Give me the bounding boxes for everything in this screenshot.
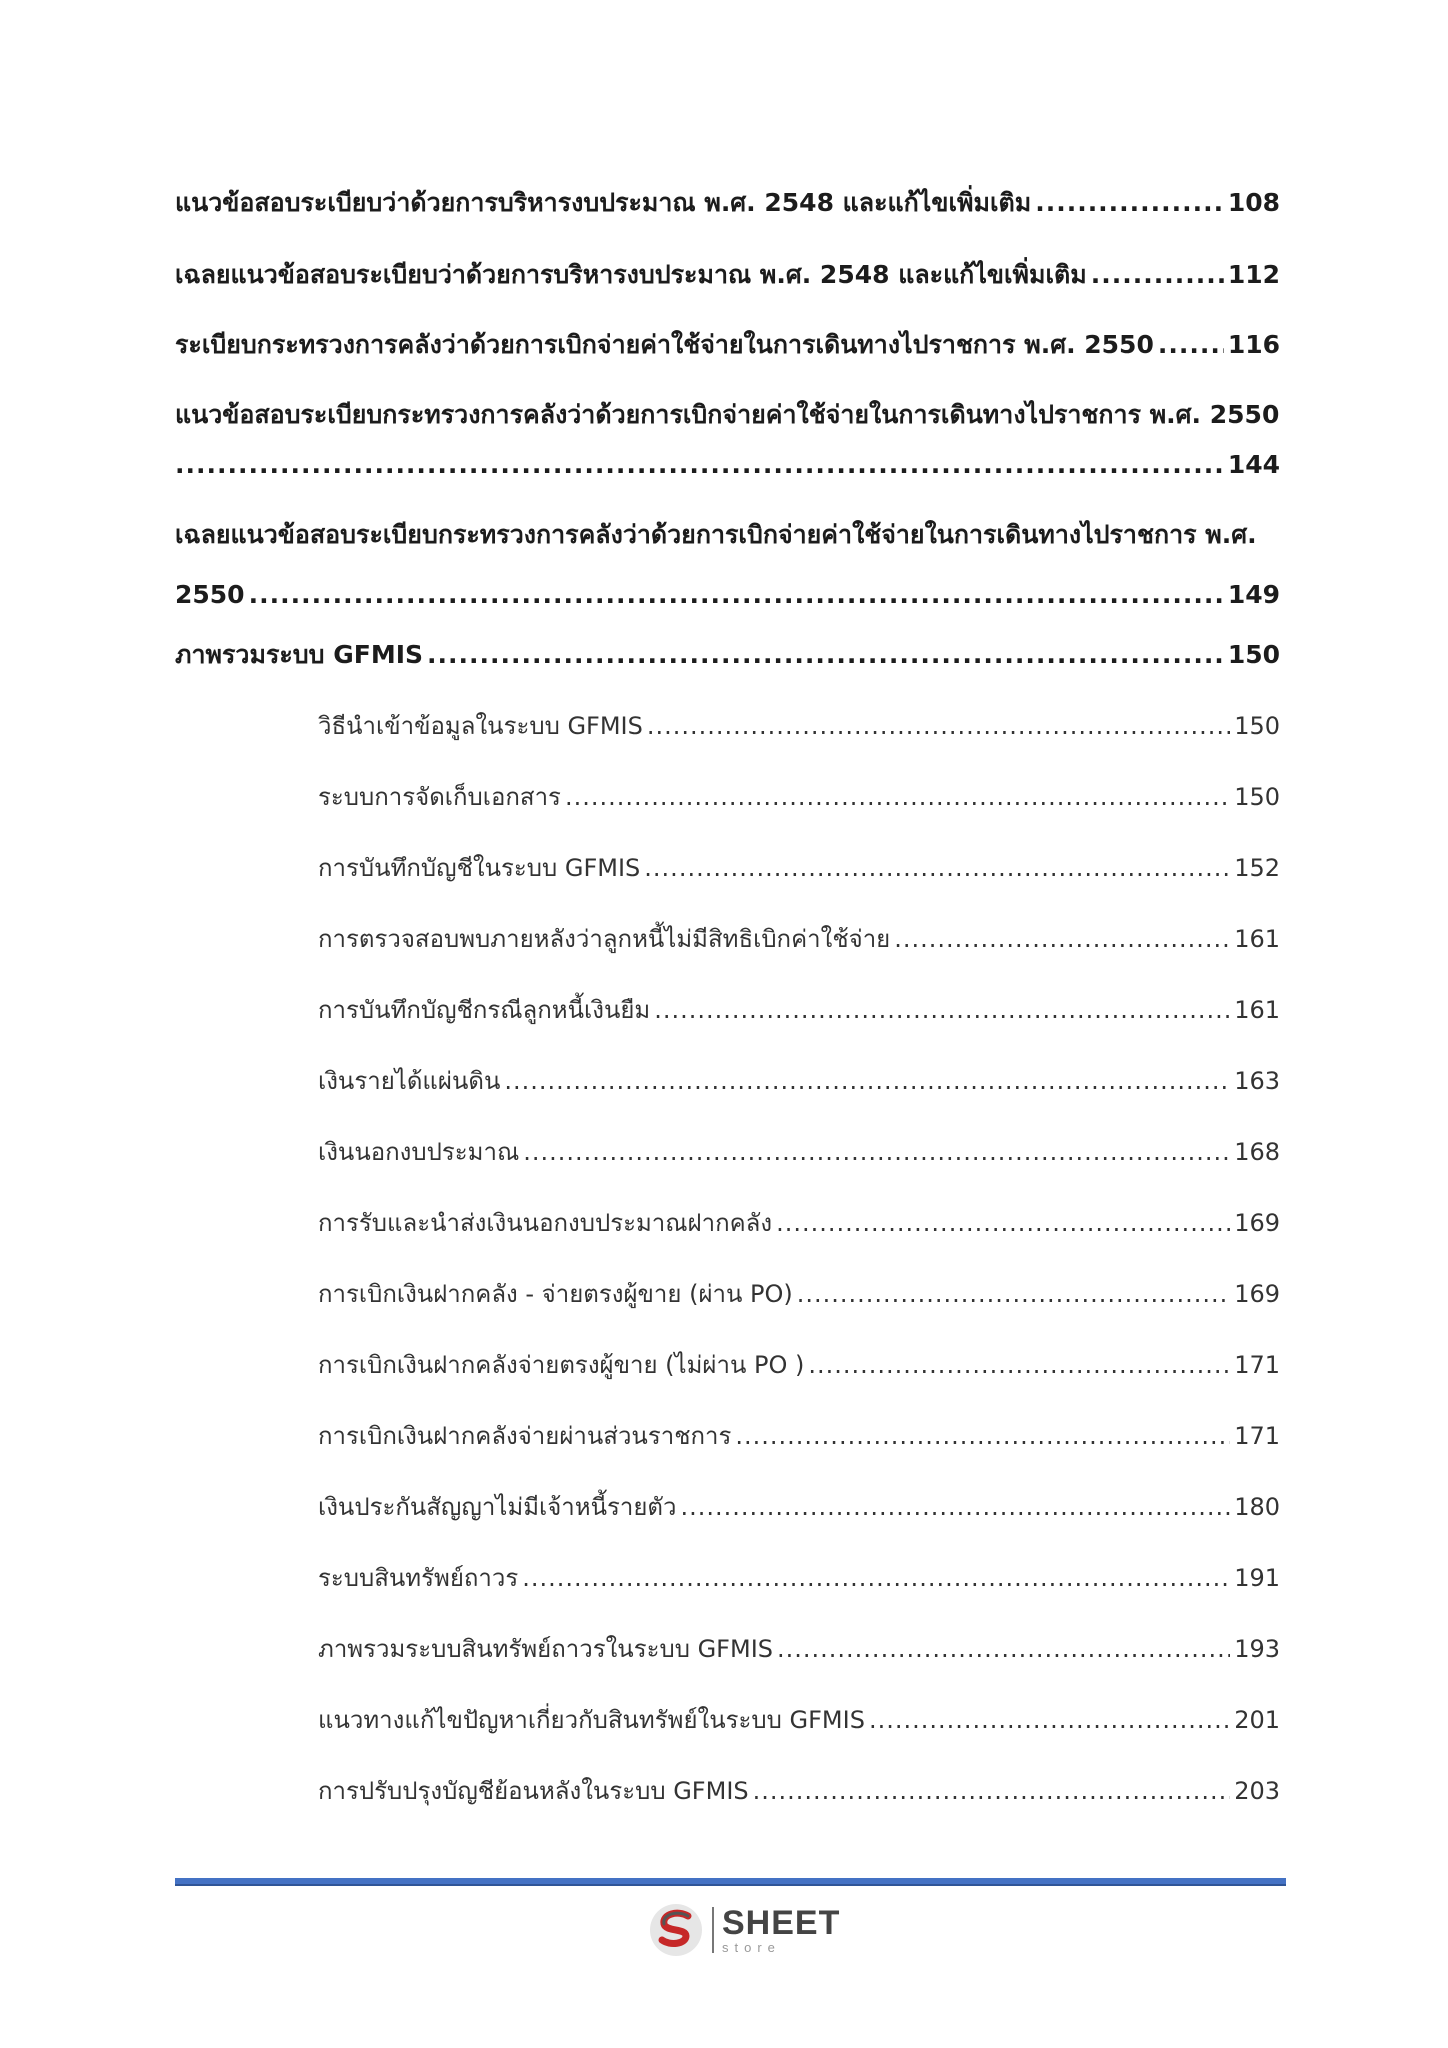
toc-entry-page: 169	[1234, 1280, 1280, 1308]
toc-entry-page: 149	[1227, 580, 1280, 609]
toc-entry-page: 203	[1234, 1777, 1280, 1805]
dot-leader	[1035, 185, 1224, 221]
toc-subentry[interactable]	[318, 1205, 1280, 1241]
dot-leader	[427, 637, 1224, 673]
toc-entry-title: ระบบการจัดเก็บเอกสาร	[318, 783, 561, 811]
toc-entry-page: 144	[1227, 450, 1280, 479]
toc-entry-title: ภาพรวมระบบ GFMIS	[175, 640, 424, 669]
dot-leader	[680, 1489, 1230, 1525]
dot-leader	[797, 1276, 1230, 1312]
toc-entry-page: 152	[1234, 854, 1280, 882]
toc-entry-page: 161	[1234, 996, 1280, 1024]
toc-entry-title-cont: 2550	[175, 580, 245, 609]
toc-entry-title: แนวทางแก้ไขปัญหาเกี่ยวกับสินทรัพย์ในระบบ GFMIS	[318, 1706, 865, 1734]
dot-leader	[523, 1134, 1230, 1170]
toc-entry-title: การเบิกเงินฝากคลัง - จ่ายตรงผู้ขาย (ผ่าน PO)	[318, 1280, 793, 1308]
dot-leader	[175, 447, 1224, 483]
logo-separator	[712, 1907, 714, 1953]
dot-leader	[644, 850, 1230, 886]
toc-subentry[interactable]	[318, 1773, 1280, 1809]
dot-leader	[776, 1205, 1230, 1241]
dot-leader	[647, 708, 1230, 744]
toc-subentry[interactable]	[318, 1347, 1280, 1383]
toc-entry-title: การตรวจสอบพบภายหลังว่าลูกหนี้ไม่มีสิทธิเบิกค่าใช้จ่าย	[318, 925, 891, 953]
toc-entry-title: การบันทึกบัญชีกรณีลูกหนี้เงินยืม	[318, 996, 651, 1024]
toc-subentry[interactable]	[318, 1134, 1280, 1170]
toc-entry-page: 150	[1227, 640, 1280, 669]
toc-entry-travel-regulation[interactable]	[175, 327, 1280, 363]
toc-entry-page: 180	[1234, 1493, 1280, 1521]
dot-leader	[565, 779, 1230, 815]
toc-subentry[interactable]	[318, 1631, 1280, 1667]
logo-text	[722, 1906, 840, 1954]
dot-leader	[735, 1418, 1230, 1454]
sheet-store-logo	[648, 1900, 848, 1960]
toc-entry-page: 169	[1234, 1209, 1280, 1237]
toc-entry-page: 150	[1234, 783, 1280, 811]
toc-subentry[interactable]	[318, 1063, 1280, 1099]
toc-subentry[interactable]	[318, 1276, 1280, 1312]
toc-entry-title: เงินรายได้แผ่นดิน	[318, 1067, 501, 1095]
toc-entry-title: เงินประกันสัญญาไม่มีเจ้าหนี้รายตัว	[318, 1493, 677, 1521]
toc-entry-gfmis-overview[interactable]	[175, 637, 1280, 673]
dot-leader	[894, 921, 1230, 957]
toc-subentry[interactable]	[318, 779, 1280, 815]
s-logo-icon	[648, 1902, 704, 1958]
toc-subentry[interactable]	[318, 850, 1280, 886]
dot-leader	[808, 1347, 1230, 1383]
toc-entry-title: แนวข้อสอบระเบียบว่าด้วยการบริหารงบประมาณ พ.ศ. 2548 และแก้ไขเพิ่มเติม	[175, 188, 1032, 217]
toc-entry-title: การเบิกเงินฝากคลังจ่ายตรงผู้ขาย (ไม่ผ่าน PO )	[318, 1351, 805, 1379]
toc-entry-page: 171	[1234, 1422, 1280, 1450]
toc-subentry[interactable]	[318, 1418, 1280, 1454]
toc-entry-title: เฉลยแนวข้อสอบระเบียบว่าด้วยการบริหารงบประมาณ พ.ศ. 2548 และแก้ไขเพิ่มเติม	[175, 260, 1087, 289]
toc-entry-title: ภาพรวมระบบสินทรัพย์ถาวรในระบบ GFMIS	[318, 1635, 774, 1663]
dot-leader	[522, 1560, 1230, 1596]
toc-entry-title: ระเบียบกระทรวงการคลังว่าด้วยการเบิกจ่ายค่าใช้จ่ายในการเดินทางไปราชการ พ.ศ. 2550	[175, 330, 1154, 359]
toc-entry-page: 163	[1234, 1067, 1280, 1095]
dot-leader	[1158, 327, 1224, 363]
dot-leader	[753, 1773, 1231, 1809]
toc-entry-title: เฉลยแนวข้อสอบระเบียบกระทรวงการคลังว่าด้วยการเบิกจ่ายค่าใช้จ่ายในการเดินทางไปราชการ พ.ศ.	[175, 520, 1257, 549]
toc-subentry[interactable]	[318, 1489, 1280, 1525]
toc-entry-title: วิธีนำเข้าข้อมูลในระบบ GFMIS	[318, 712, 643, 740]
toc-entry-title: การเบิกเงินฝากคลังจ่ายผ่านส่วนราชการ	[318, 1422, 732, 1450]
toc-entry-page: 171	[1234, 1351, 1280, 1379]
toc-entry-page: 193	[1234, 1635, 1280, 1663]
toc-entry-title: แนวข้อสอบระเบียบกระทรวงการคลังว่าด้วยการเบิกจ่ายค่าใช้จ่ายในการเดินทางไปราชการ พ.ศ. 2550	[175, 400, 1280, 429]
toc-entry-title: การบันทึกบัญชีในระบบ GFMIS	[318, 854, 641, 882]
toc-entry-budget-regulation-exam[interactable]	[175, 185, 1280, 221]
toc-subentry[interactable]	[318, 992, 1280, 1028]
toc-entry-page: 161	[1234, 925, 1280, 953]
dot-leader	[777, 1631, 1230, 1667]
toc-entry-page: 150	[1234, 712, 1280, 740]
logo-subtitle: store	[722, 1940, 781, 1955]
toc-entry-title: เงินนอกงบประมาณ	[318, 1138, 520, 1166]
dot-leader	[249, 577, 1224, 613]
footer-rule	[175, 1878, 1286, 1886]
toc-entry-title: การปรับปรุงบัญชีย้อนหลังในระบบ GFMIS	[318, 1777, 749, 1805]
toc-entry-page: 191	[1234, 1564, 1280, 1592]
dot-leader	[654, 992, 1230, 1028]
toc-entry-budget-regulation-answers[interactable]	[175, 257, 1280, 293]
dot-leader	[869, 1702, 1230, 1738]
toc-entry-title: การรับและนำส่งเงินนอกงบประมาณฝากคลัง	[318, 1209, 773, 1237]
dot-leader	[504, 1063, 1230, 1099]
toc-entry-title: ระบบสินทรัพย์ถาวร	[318, 1564, 519, 1592]
toc-entry-page: 116	[1227, 330, 1280, 359]
toc-subentry[interactable]	[318, 1702, 1280, 1738]
toc-subentry[interactable]	[318, 921, 1280, 957]
toc-subentry[interactable]	[318, 708, 1280, 744]
logo-name: SHEET	[722, 1904, 841, 1942]
toc-entry-travel-regulation-exam[interactable]	[175, 397, 1280, 483]
toc-entry-page: 201	[1234, 1706, 1280, 1734]
toc-entry-page: 112	[1227, 260, 1280, 289]
dot-leader	[1091, 257, 1224, 293]
toc-subentry[interactable]	[318, 1560, 1280, 1596]
toc-entry-travel-regulation-answers[interactable]	[175, 517, 1280, 613]
toc-entry-page: 108	[1227, 188, 1280, 217]
toc-entry-page: 168	[1234, 1138, 1280, 1166]
